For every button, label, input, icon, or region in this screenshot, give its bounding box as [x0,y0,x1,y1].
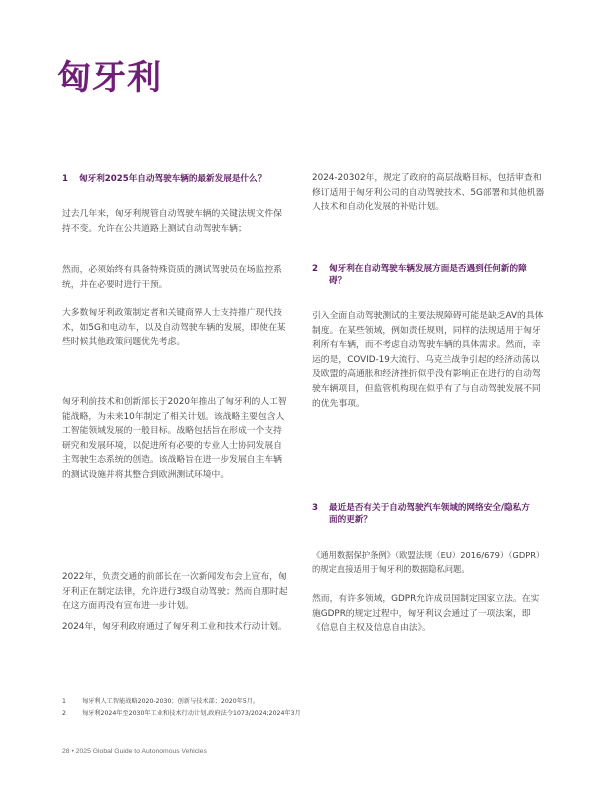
footnote-1 [62,697,259,706]
footer-separator: • [71,748,74,755]
question-3 [312,502,537,526]
question-1-number: 1 [62,174,68,184]
question-2-number: 2 [312,264,318,274]
right-paragraph-4: 然而，有许多领域，GDPR允许成员国制定国家立法。在实施GDPR的规定过程中，匈牙利议会通过了一项法案，即《信息自主权及信息自由法》。 [312,594,540,634]
footnote-2-number: 2 [62,710,66,717]
left-paragraph-2: 然而，必须始终有具备特殊资质的测试驾驶员在场监控系统，并在必要时进行干预。 [62,265,282,290]
question-3-text: 最近是否有关于自动驾驶汽车领域的网络安全/隐私方面的更新？ [329,503,530,525]
question-2 [312,263,537,287]
footnote-2-text: 匈牙利2024年至2030年工业和技术行动计划,政府法令1073/2024;2024年3月 [82,710,301,717]
question-2-text: 匈牙利在自动驾驶车辆发展方面是否遇到任何新的障碍？ [329,264,527,286]
left-paragraph-6: 2024年，匈牙利政府通过了匈牙利工业和技术行动计划。 [62,622,287,632]
right-paragraph-2: 引入全面自动驾驶测试的主要法规障碍可能是缺乏AV的具体制度。在某些领域，例如责任规则，同样的法规适用于匈牙利所有车辆，而不考虑自动驾驶车辆的具体需求。然而，幸运的是，COVID-19大流行、乌克兰战争引起的经济动荡以及欧盟的高通胀和经济挫折似乎没有影响正在进行的自动驾驶车辆项目，但监管机构现在似乎有了与自动驾驶发展不同的优先事项。 [312,311,544,409]
left-paragraph-5: 2022年，负责交通的前部长在一次新闻发布会上宣布，匈牙利正在制定法律，允许进行3级自动驾驶；然而自那时起在这方面再没有宣布进一步计划。 [62,572,288,612]
right-paragraph-3: 《通用数据保护条例》（欧盟法规（EU）2016/679）（GDPR）的规定直接适用于匈牙利的数据隐私问题。 [312,550,545,574]
footer-text: 2025 Global Guide to Autonomous Vehicles [75,748,207,755]
question-1 [62,173,272,185]
left-paragraph-4: 匈牙利前技术和创新部长于2020年推出了匈牙利的人工智能战略，为未来10年制定了相关计划。该战略主要包含人工智能领域发展的一般目标。战略包括旨在形成一个支持研究和发展环境，以促进所有必要的专业人士协同发展自主驾驶生态系统的创造。该战略旨在进一步发展自主车辆的测试设施并将其整合到欧洲测试环境中。 [62,397,287,480]
right-paragraph-1: 2024-20302年，规定了政府的高层战略目标，包括审查和修订适用于匈牙利公司的自动驾驶技术、5G部署和其他机器人技术和自动化发展的补贴计划。 [312,173,545,213]
footnote-1-number: 1 [62,698,66,705]
left-paragraph-3: 大多数匈牙利政策制定者和关键商界人士支持推广现代技术，如5G和电动车，以及自动驾驶车辆的发展，即使在某些时候其他政策问题优先考虑。 [62,308,286,348]
footnote-2 [62,709,301,718]
question-1-text: 匈牙利2025年自动驾驶车辆的最新发展是什么？ [79,174,267,184]
question-3-number: 3 [312,503,318,513]
footnote-1-text: 匈牙利人工智能战略2020-2030；创新与技术部；2020年5月。 [82,698,260,705]
left-paragraph-1: 过去几年来，匈牙利规管自动驾驶车辆的关键法规文件保持不变。允许在公共道路上测试自动驾驶车辆； [62,209,282,234]
page-number: 28 [62,748,70,755]
page-title: 匈牙利 [57,58,162,98]
page-footer [62,748,207,755]
